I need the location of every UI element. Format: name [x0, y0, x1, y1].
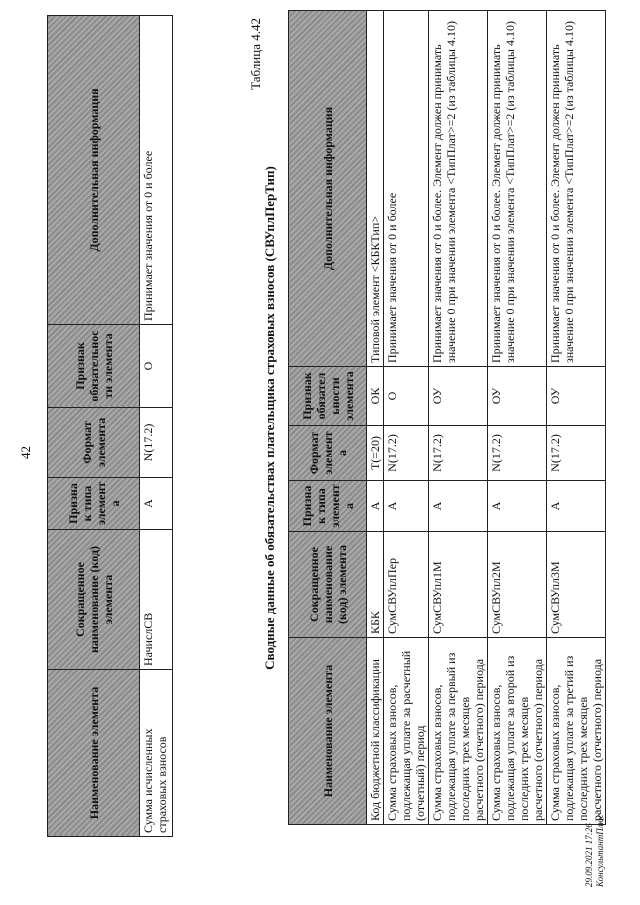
- table-cell: НачислСВ: [140, 530, 173, 670]
- table-cell: СумСВУпл3М: [547, 532, 606, 638]
- table-row: [140, 16, 173, 837]
- table-cell: СумСВУпл1М: [429, 532, 488, 638]
- table-cell: Принимает значения от 0 и более: [140, 16, 173, 325]
- print-stamp: [584, 814, 606, 887]
- table-2-label: Таблица 4.42: [248, 18, 263, 90]
- table-cell: N(17.2): [429, 426, 488, 481]
- table-1-header-row: [48, 16, 140, 837]
- table-cell: А: [140, 478, 173, 530]
- table-cell: Сумма исчисленных страховых взносов: [140, 670, 173, 837]
- table-2-header-cell: Наименование элемента: [289, 638, 367, 825]
- table-cell: Принимает значения от 0 и более. Элемент должен принимать значение 0 при значении элемента <ТипПлат>=2 (из таблицы 4.10): [547, 11, 606, 367]
- table-cell: ОУ: [488, 367, 547, 426]
- table-row: [488, 11, 547, 825]
- table-cell: А: [367, 481, 384, 532]
- table-cell: N(17.2): [547, 426, 606, 481]
- table-cell: КБК: [367, 532, 384, 638]
- table-row: [384, 11, 429, 825]
- table-2-header-cell: Сокращенное наименование (код) элемента: [289, 532, 367, 638]
- table-1-header-cell: Наименование элемента: [48, 670, 140, 837]
- table-1: [47, 15, 173, 837]
- table-cell: ОУ: [429, 367, 488, 426]
- table-2-header-cell: Дополнительная информация: [289, 11, 367, 367]
- table-1-header-cell: Сокращенное наименование (код) элемента: [48, 530, 140, 670]
- table-cell: О: [140, 325, 173, 408]
- page-number: 42: [18, 446, 33, 459]
- print-stamp-date: 29.09.2021 17:26: [584, 823, 594, 887]
- table-cell: ОК: [367, 367, 384, 426]
- print-stamp-source: КонсультантПлюс: [595, 814, 605, 887]
- table-row: [429, 11, 488, 825]
- table-1-header-cell: Формат элемента: [48, 408, 140, 478]
- table-cell: N(17.2): [384, 426, 429, 481]
- table-cell: О: [384, 367, 429, 426]
- table-row: [367, 11, 384, 825]
- table-cell: А: [488, 481, 547, 532]
- table-cell: СумСВУплПер: [384, 532, 429, 638]
- table-cell: А: [547, 481, 606, 532]
- table-1-header-cell: Признак типа элемента: [48, 478, 140, 530]
- table-cell: Сумма страховых взносов, подлежащая уплате за расчетный (отчетный) период: [384, 638, 429, 825]
- table-2-header-row: [289, 11, 367, 825]
- table-cell: Сумма страховых взносов, подлежащая уплате за второй из последних трех месяцев расчетного (отчетного) периода: [488, 638, 547, 825]
- table-2-header-cell: Признак обязательности элемента: [289, 367, 367, 426]
- table-cell: СумСВУпл2М: [488, 532, 547, 638]
- table-cell: Сумма страховых взносов, подлежащая уплате за первый из последних трех месяцев расчетного (отчетного) периода: [429, 638, 488, 825]
- table-cell: Типовой элемент <КБКТип>: [367, 11, 384, 367]
- table-cell: T(=20): [367, 426, 384, 481]
- table-cell: А: [429, 481, 488, 532]
- table-2-title: Сводные данные об обязательствах плательщика страховых взносов (СВУплПерТип): [262, 166, 277, 670]
- table-cell: А: [384, 481, 429, 532]
- table-cell: Код бюджетной классификации: [367, 638, 384, 825]
- table-cell: N(17.2): [140, 408, 173, 478]
- table-row: [547, 11, 606, 825]
- table-cell: Принимает значения от 0 и более: [384, 11, 429, 367]
- table-1-header-cell: Признак обязательности элемента: [48, 325, 140, 408]
- table-cell: Принимает значения от 0 и более. Элемент должен принимать значение 0 при значении элемента <ТипПлат>=2 (из таблицы 4.10): [488, 11, 547, 367]
- table-2-header-cell: Формат элемента: [289, 426, 367, 481]
- table-2-header-cell: Признак типа элемента: [289, 481, 367, 532]
- table-cell: ОУ: [547, 367, 606, 426]
- table-cell: N(17.2): [488, 426, 547, 481]
- table-2: [288, 10, 606, 825]
- table-1-header-cell: Дополнительная информация: [48, 16, 140, 325]
- table-cell: Сумма страховых взносов, подлежащая уплате за третий из последних трех месяцев расчетного (отчетного) периода: [547, 638, 606, 825]
- table-cell: Принимает значения от 0 и более. Элемент должен принимать значение 0 при значении элемента <ТипПлат>=2 (из таблицы 4.10): [429, 11, 488, 367]
